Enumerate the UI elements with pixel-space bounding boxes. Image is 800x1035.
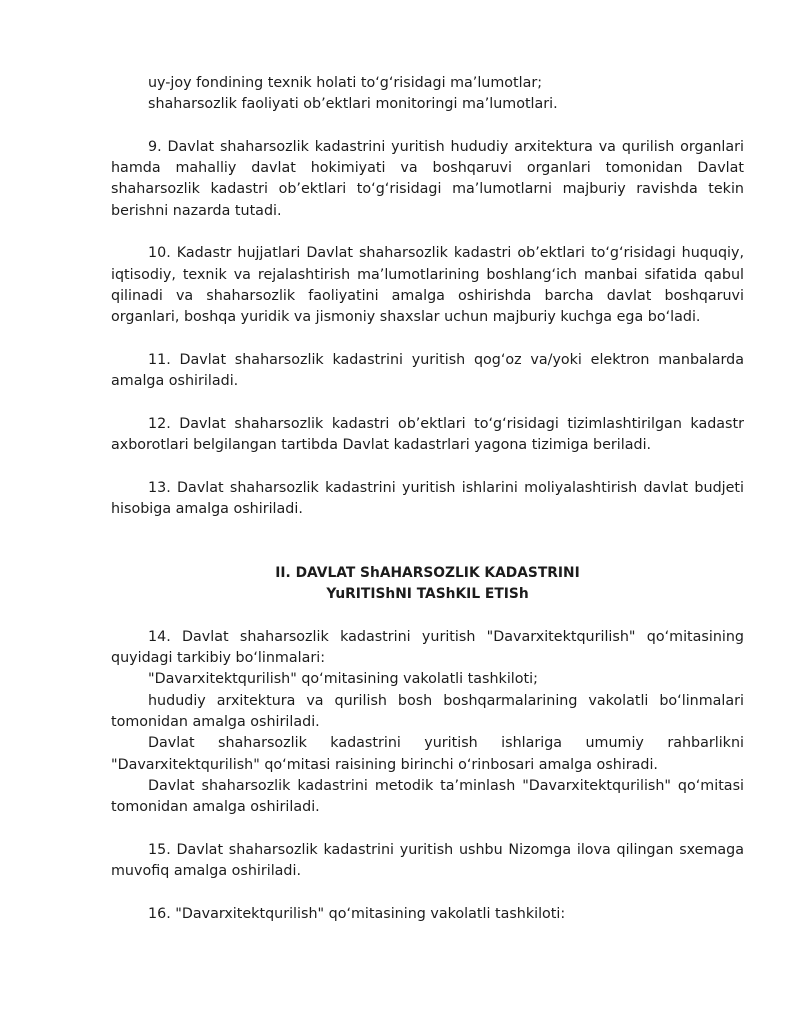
section-heading bbox=[111, 563, 744, 606]
paragraph-14-item-authorized-org: "Davarxitektqurilish" qo‘mitasining vakolatli tashkiloti; bbox=[148, 671, 538, 688]
paragraph-13: 13. Davlat shaharsozlik kadastrini yuritish ishlarini moliyalashtirish davlat budjeti hisobiga amalga oshiriladi. bbox=[111, 479, 744, 517]
paragraph-14-methodical-support: Davlat shaharsozlik kadastrini metodik ta’minlash "Davarxitektqurilish" qo‘mitasi tomonidan amalga oshiriladi. bbox=[111, 777, 744, 816]
paragraph-16: 16. "Davarxitektqurilish" qo‘mitasining vakolatli tashkiloti: bbox=[148, 905, 566, 922]
section-heading-line-2: YuRITIShNI TAShKIL ETISh bbox=[326, 586, 529, 603]
document-page bbox=[111, 73, 744, 925]
section-heading-line-1: II. DAVLAT ShAHARSOZLIK KADASTRINI bbox=[275, 564, 580, 581]
paragraph-14-item-regional-units: hududiy arxitektura va qurilish bosh boshqarmalarining vakolatli bo‘linmalari tomonidan amalga oshiriladi. bbox=[111, 692, 744, 730]
paragraph-15: 15. Davlat shaharsozlik kadastrini yuritish ushbu Nizomga ilova qilingan sxemaga muvofiq amalga oshiriladi. bbox=[111, 841, 744, 879]
paragraph-monitoring-data: shaharsozlik faoliyati ob’ektlari monitoringi ma’lumotlari. bbox=[148, 96, 558, 113]
paragraph-14: 14. Davlat shaharsozlik kadastrini yuritish "Davarxitektqurilish" qo‘mitasining quyidagi tarkibiy bo‘linmalari: bbox=[111, 628, 744, 667]
paragraph-9: 9. Davlat shaharsozlik kadastrini yuritish hududiy arxitektura va qurilish organlari hamda mahalliy davlat hokimiyati va boshqaruvi organlari tomonidan Davlat shaharsozlik kadastri ob’ektlari to‘g‘risidagi ma’lumotlarni majburiy ravishda tekin berishni nazarda tutadi. bbox=[111, 138, 744, 219]
paragraph-10: 10. Kadastr hujjatlari Davlat shaharsozlik kadastri ob’ektlari to‘g‘risidagi huquqiy, iqtisodiy, texnik va rejalashtirish ma’lumotlarining boshlang‘ich manbai sifatida qabul qilinadi va shaharsozlik faoliyatini amalga oshirishda barcha davlat boshqaruvi organlari, boshqa yuridik va jismoniy shaxslar uchun majburiy kuchga ega bo‘ladi. bbox=[111, 245, 744, 326]
paragraph-11: 11. Davlat shaharsozlik kadastrini yuritish qog‘oz va/yoki elektron manbalarda amalga oshiriladi. bbox=[111, 351, 744, 390]
paragraph-12: 12. Davlat shaharsozlik kadastri ob’ektlari to‘g‘risidagi tizimlashtirilgan kadastr axborotlari belgilangan tartibda Davlat kadastrlari yagona tizimiga beriladi. bbox=[111, 415, 744, 454]
paragraph-14-general-management: Davlat shaharsozlik kadastrini yuritish ishlariga umumiy rahbarlikni "Davarxitektqurilish" qo‘mitasi raisining birinchi o‘rinbosari amalga oshiradi. bbox=[111, 735, 744, 773]
paragraph-housing-stock: uy-joy fondining texnik holati to‘g‘risidagi ma’lumotlar; bbox=[148, 75, 543, 91]
